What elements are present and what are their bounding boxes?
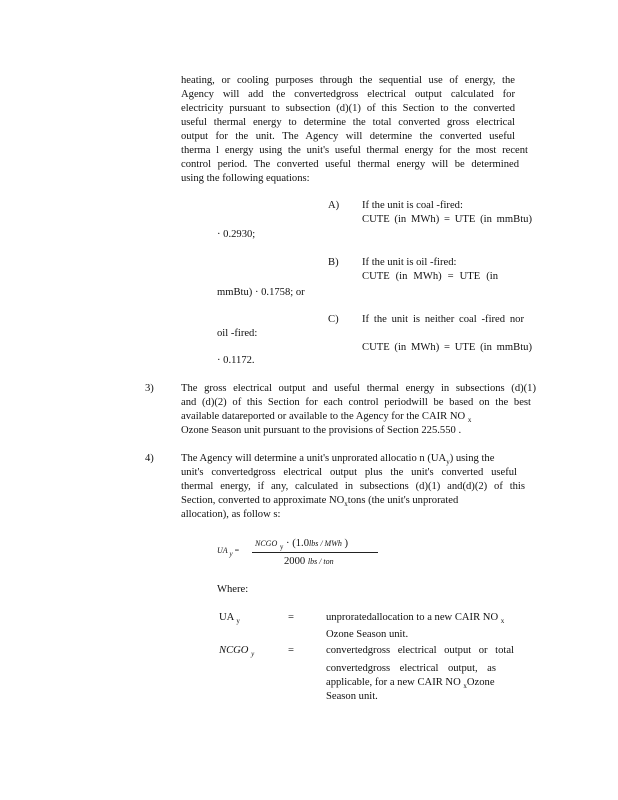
item-line: allocation), as follow s:	[181, 509, 281, 520]
equation-condition-cont: oil -fired:	[217, 328, 258, 339]
definition-text: Season unit.	[326, 691, 378, 702]
definition-equals: =	[288, 612, 294, 623]
equation-label: C)	[328, 314, 339, 325]
definition-term: NCGO $_y$	[219, 645, 255, 658]
item-line: Ozone Season unit pursuant to the provisions of Section 225.550 .	[181, 425, 462, 436]
item-line: The Agency will determine a unit's unprorated allocatio n $(UA_y)$ using the	[181, 453, 495, 466]
equation-formula: CUTE (in MWh) = UTE (in mmBtu)	[362, 342, 532, 353]
item-number: 4)	[145, 453, 154, 464]
item-line: thermal energy, if any, calculated in subsections (d)(1) and(d)(2) of this	[181, 481, 525, 492]
item-line: available datareported or available to the Agency for the CAIR NO $_x$	[181, 411, 472, 424]
definition-text: Ozone Season unit.	[326, 629, 409, 640]
equation-continuation: · 0.2930;	[217, 229, 256, 240]
equation-continuation: mmBtu) · 0.1758; or	[217, 287, 305, 298]
item-line: and (d)(2) of this Section for each control periodwill be based on the best	[181, 397, 531, 408]
formula-denominator: 2000 lbs / ton	[284, 556, 334, 567]
formula-numerator: NCGO $_y$ · (1.0lbs / MWh )	[255, 538, 349, 551]
intro-line: therma l energy using the unit's useful thermal energy for the most recent	[181, 145, 528, 156]
definition-text: convertedgross electrical output or total	[326, 645, 514, 656]
equation-condition: If the unit is coal -fired:	[362, 200, 463, 211]
formula-lhs: UA y =	[217, 546, 240, 558]
intro-line: electricity pursuant to subsection (d)(1) of this Section to the converted	[181, 103, 515, 114]
definition-equals: =	[288, 645, 294, 656]
item-number: 3)	[145, 383, 154, 394]
intro-line: using the following equations:	[181, 173, 310, 184]
equation-condition: If the unit is oil -fired:	[362, 257, 457, 268]
intro-line: Agency will add the convertedgross electrical output calculated for	[181, 89, 515, 100]
definition-text: applicable, for a new CAIR NO $_x$Ozone	[326, 677, 495, 690]
definition-term: UA $_y$	[219, 612, 240, 625]
intro-line: heating, or cooling purposes through the sequential use of energy, the	[181, 75, 515, 86]
where-label: Where:	[217, 584, 249, 595]
item-line: The gross electrical output and useful thermal energy in subsections (d)(1)	[181, 383, 536, 394]
equation-label: B)	[328, 257, 339, 268]
intro-line: control period. The converted useful thermal energy will be determined	[181, 159, 519, 170]
item-line: unit's convertedgross electrical output plus the unit's converted useful	[181, 467, 517, 478]
fraction-bar	[252, 552, 378, 553]
intro-line: useful thermal energy to determine the total converted gross electrical	[181, 117, 515, 128]
equation-condition: If the unit is neither coal -fired nor	[362, 314, 524, 325]
equation-formula: CUTE (in MWh) = UTE (in mmBtu)	[362, 214, 532, 225]
item-line: Section, converted to approximate $NO_xtons$ (the unit's unprorated	[181, 495, 459, 508]
equation-formula: CUTE (in MWh) = UTE (in	[362, 271, 498, 282]
equation-continuation: · 0.1172.	[217, 355, 255, 366]
definition-text: unproratedallocation to a new CAIR NO $_x$	[326, 612, 505, 625]
definition-text: convertedgross electrical output, as	[326, 663, 496, 674]
equation-label: A)	[328, 200, 340, 211]
intro-line: output for the unit. The Agency will determine the converted useful	[181, 131, 515, 142]
